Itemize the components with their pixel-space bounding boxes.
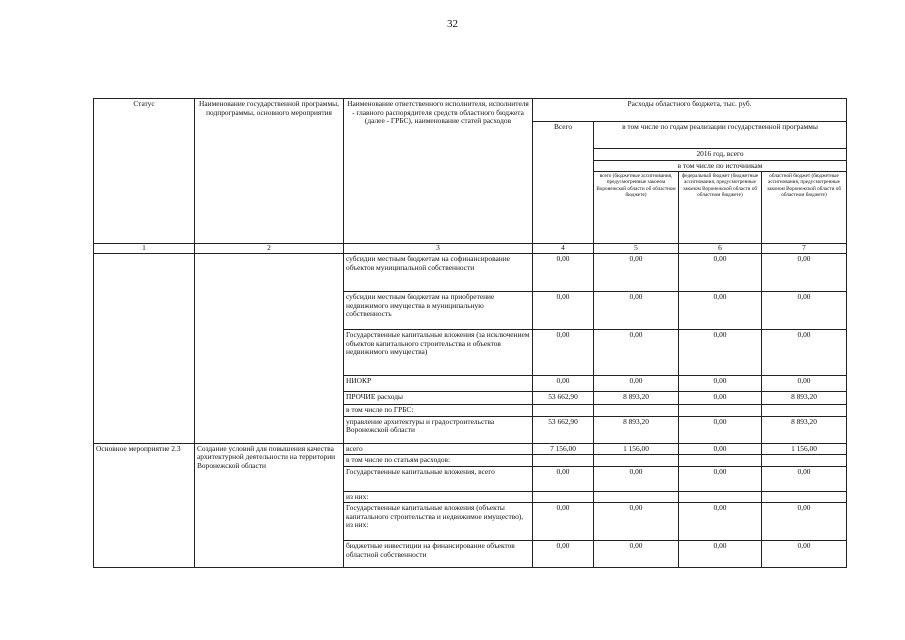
value-regional: [762, 491, 847, 503]
value-federal: 0,00: [679, 292, 762, 330]
value-year: 8 893,20: [594, 392, 679, 405]
value-federal: [679, 405, 762, 417]
value-year: 0,00: [594, 376, 679, 392]
value-year: [594, 491, 679, 503]
value-regional: 0,00: [762, 541, 847, 568]
section-name: Создание условий для повышения качества архитектурной деятельности на территории Воронежской области: [195, 443, 344, 568]
value-year: 0,00: [594, 466, 679, 491]
value-year: 0,00: [594, 503, 679, 541]
col-number: 2: [195, 244, 344, 254]
col-number: 3: [344, 244, 533, 254]
value-total: 0,00: [533, 466, 594, 491]
value-total: 0,00: [533, 503, 594, 541]
value-regional: 0,00: [762, 376, 847, 392]
value-regional: 0,00: [762, 254, 847, 292]
col-number: 5: [594, 244, 679, 254]
header-by-year: в том числе по годам реализации государственной программы: [594, 122, 847, 149]
value-total: 53 662,90: [533, 416, 594, 443]
header-col5: всего (бюджетные ассигнования, предусмотренные законом Воронежской области об областном бюджете): [594, 172, 679, 244]
header-by-source: в том числе по источникам: [594, 160, 847, 172]
section-status: Основное мероприятие 2.3: [94, 443, 195, 568]
col-number: 6: [679, 244, 762, 254]
col-number: 4: [533, 244, 594, 254]
value-regional: [762, 455, 847, 467]
value-total: 7 156,00: [533, 443, 594, 455]
value-total: [533, 491, 594, 503]
value-regional: 1 156,00: [762, 443, 847, 455]
value-regional: 0,00: [762, 466, 847, 491]
value-year: 1 156,00: [594, 443, 679, 455]
value-year: [594, 455, 679, 467]
value-regional: 0,00: [762, 292, 847, 330]
value-federal: 0,00: [679, 503, 762, 541]
program-cell-empty: [195, 254, 344, 444]
expense-name: субсидии местным бюджетам на приобретение недвижимого имущества в муниципальную собственность: [344, 292, 533, 330]
value-federal: 0,00: [679, 466, 762, 491]
value-year: 0,00: [594, 292, 679, 330]
header-expenses-title: Расходы областного бюджета, тыс. руб.: [533, 99, 847, 122]
expense-name: субсидии местным бюджетам на софинансирование объектов муниципальной собственности: [344, 254, 533, 292]
header-program-name: Наименование государственной программы, подпрограммы, основного мероприятия: [195, 99, 344, 244]
header-executor-name: Наименование ответственного исполнителя, исполнителя - главного распорядителя средств областного бюджета (далее - ГРБС), наименование статей расходов: [344, 99, 533, 244]
value-year: 0,00: [594, 541, 679, 568]
value-federal: 0,00: [679, 392, 762, 405]
value-year: 0,00: [594, 330, 679, 376]
header-col6: федеральный бюджет (бюджетные ассигнования, предусмотренные законом Воронежской области об областном бюджете): [679, 172, 762, 244]
expense-name: управление архитектуры и градостроительства Воронежской области: [344, 416, 533, 443]
header-total: Всего: [533, 122, 594, 244]
budget-table: [93, 98, 847, 568]
value-federal: 0,00: [679, 254, 762, 292]
value-total: [533, 455, 594, 467]
value-regional: 8 893,20: [762, 392, 847, 405]
value-federal: 0,00: [679, 330, 762, 376]
value-regional: 8 893,20: [762, 416, 847, 443]
value-total: 0,00: [533, 376, 594, 392]
expense-name: всего: [344, 443, 533, 455]
value-year: 8 893,20: [594, 416, 679, 443]
expense-name: ПРОЧИЕ расходы: [344, 392, 533, 405]
col-number: 7: [762, 244, 847, 254]
table-row: [94, 254, 847, 292]
expense-name: в том числе по статьям расходов:: [344, 455, 533, 467]
expense-name: из них:: [344, 491, 533, 503]
value-federal: [679, 455, 762, 467]
expense-name: бюджетные инвестиции на финансирование объектов областной собственности: [344, 541, 533, 568]
expense-name: Государственные капитальные вложения (объекты капитального строительства и недвижимое имущество), из них:: [344, 503, 533, 541]
header-col7: областной бюджет (бюджетные ассигнования, предусмотренные законом Воронежской области об областном бюджете): [762, 172, 847, 244]
header-status: Статус: [94, 99, 195, 244]
column-number-row: [94, 244, 847, 254]
table-row: [94, 443, 847, 455]
expense-name: НИОКР: [344, 376, 533, 392]
value-federal: 0,00: [679, 376, 762, 392]
value-federal: [679, 491, 762, 503]
expense-name: Государственные капитальные вложения (за исключением объектов капитального строительства и объектов недвижимого имущества): [344, 330, 533, 376]
value-total: 0,00: [533, 330, 594, 376]
value-total: 0,00: [533, 254, 594, 292]
value-regional: 0,00: [762, 330, 847, 376]
value-year: [594, 405, 679, 417]
col-number: 1: [94, 244, 195, 254]
value-year: 0,00: [594, 254, 679, 292]
value-total: 53 662,90: [533, 392, 594, 405]
value-federal: 0,00: [679, 416, 762, 443]
expense-name: в том числе по ГРБС:: [344, 405, 533, 417]
value-regional: 0,00: [762, 503, 847, 541]
expense-name: Государственные капитальные вложения, всего: [344, 466, 533, 491]
value-federal: 0,00: [679, 443, 762, 455]
value-total: 0,00: [533, 292, 594, 330]
status-cell-empty: [94, 254, 195, 444]
value-regional: [762, 405, 847, 417]
page-number: 32: [447, 18, 458, 30]
header-year: 2016 год, всего: [594, 149, 847, 161]
value-total: [533, 405, 594, 417]
value-total: 0,00: [533, 541, 594, 568]
value-federal: 0,00: [679, 541, 762, 568]
